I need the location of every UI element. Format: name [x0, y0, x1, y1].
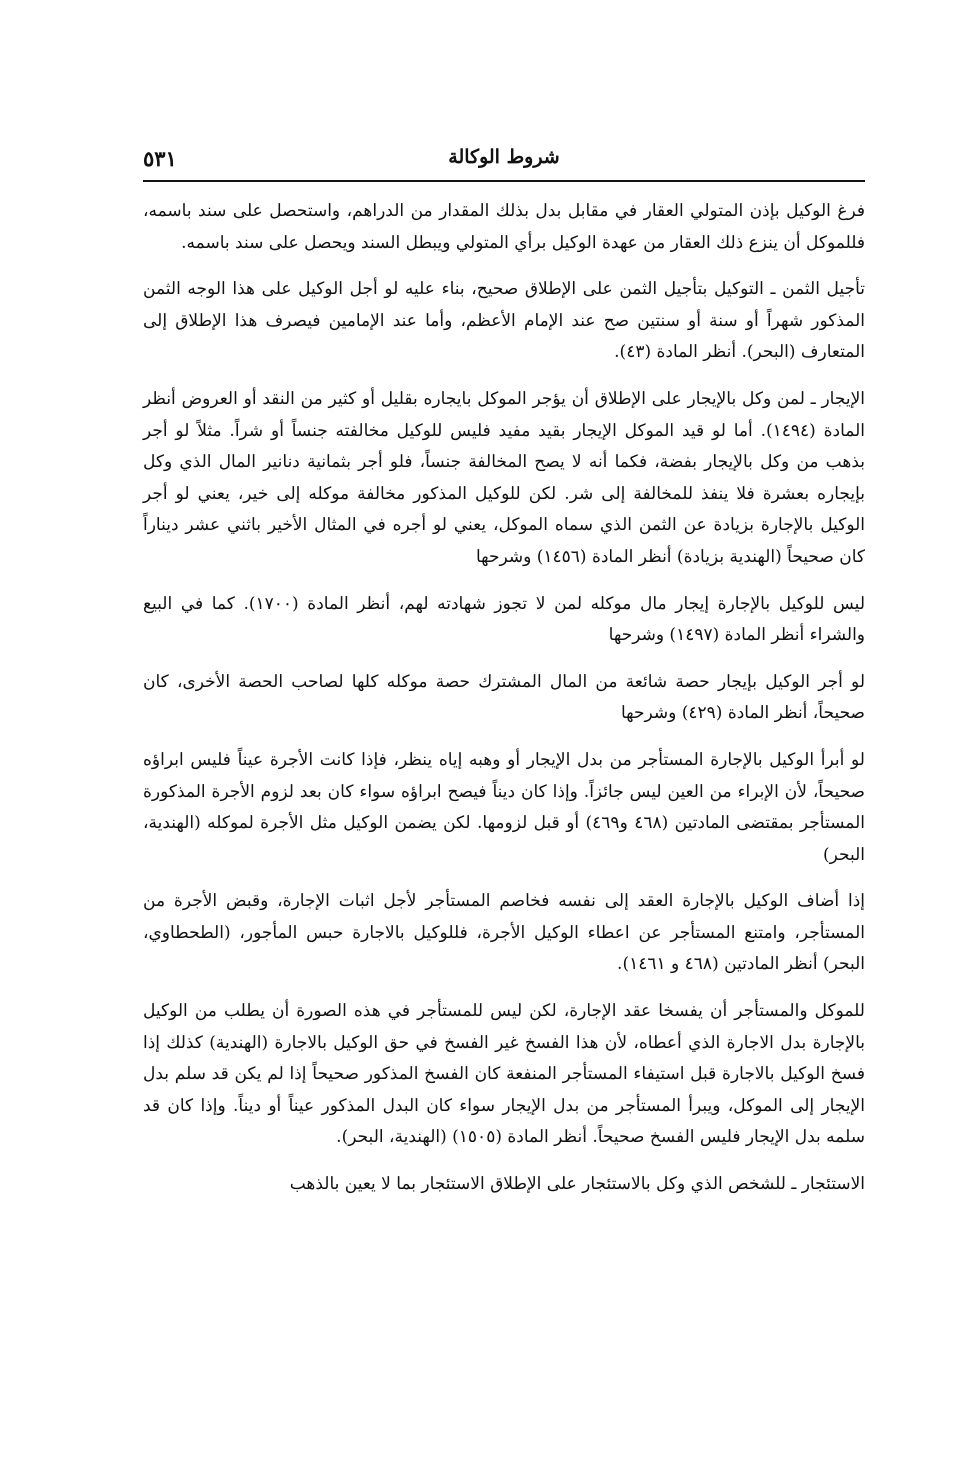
paragraph: فرغ الوكيل بإذن المتولي العقار في مقابل بدل بذلك المقدار من الدراهم، واستحصل على سند باسمه، فللموكل أن ينزع ذلك العقار من عهدة الوكيل برأي المتولي ويبطل السند ويحصل على سند باسمه. — [143, 201, 865, 253]
paragraph: للموكل والمستأجر أن يفسخا عقد الإجارة، لكن ليس للمستأجر في هذه الصورة أن يطلب من الوكيل بالإجارة بدل الاجارة الذي أعطاه، لأن هذا الفسخ غير الفسخ في حق الوكيل بالاجارة (الهندية) كذلك إذا فسخ الوكيل بالاجارة قبل استيفاء المستأجر المنفعة كان الفسخ المذكور صحيحاً إذا لم يكن قد سلم بدل الإيجار إلى الموكل، ويبرأ المستأجر من بدل الإيجار سواء كان البدل المذكور عيناً أو ديناً. وإذا كان قد سلمه بدل الإيجار فليس الفسخ صحيحاً. أنظر المادة (١٥٠٥) (الهندية، البحر). — [143, 1001, 865, 1148]
running-header — [143, 146, 865, 178]
page-number: ٥٣١ — [143, 146, 177, 171]
paragraph: الإيجار ـ لمن وكل بالإيجار على الإطلاق أن يؤجر الموكل بايجاره بقليل أو كثير من النقد أو العروض أنظر المادة (١٤٩٤). أما لو قيد الموكل الإيجار بقيد مفيد فليس للوكيل مخالفته جنساً أو شراً. مثلاً لو أجر بذهب من وكل بالإيجار بفضة، فكما أنه لا يصح المخالفة جنساً، فلو أجر بثمانية دنانير المال الذي وكل بإيجاره بعشرة فلا ينفذ للمخالفة إلى شر. لكن للوكيل المذكور مخالفة موكله إلى خير، يعني لو أجر الوكيل بالإجارة بزيادة عن الثمن الذي سماه الموكل، يعني لو أجره في المثال الأخير باثني عشر ديناراً كان صحيحاً (الهندية بزيادة) أنظر المادة (١٤٥٦) وشرحها — [143, 388, 865, 567]
paragraph: الاستئجار ـ للشخص الذي وكل بالاستئجار على الإطلاق الاستئجار بما لا يعين بالذهب — [289, 1174, 865, 1195]
paragraph: لو أبرأ الوكيل بالإجارة المستأجر من بدل الإيجار أو وهبه إياه ينظر، فإذا كانت الأجرة عيناً فليس ابراؤه صحيحاً، لأن الإبراء من العين ليس جائزاً. وإذا كان ديناً فيصح ابراؤه سواء كان بعد لزوم الأجرة المذكورة المستأجر بمقتضى المادتين (٤٦٨ و٤٦٩) أو قبل لزومها. لكن يضمن الوكيل مثل الأجرة لموكله (الهندية، البحر) — [143, 749, 865, 865]
header-title: شروط الوكالة — [448, 146, 560, 168]
paragraph: لو أجر الوكيل بإيجار حصة شائعة من المال المشترك حصة موكله كلها لصاحب الحصة الأخرى، كان صحيحاً، أنظر المادة (٤٢٩) وشرحها — [143, 671, 865, 724]
header-divider — [143, 180, 865, 182]
paragraph: ليس للوكيل بالإجارة إيجار مال موكله لمن لا تجوز شهادته لهم، أنظر المادة (١٧٠٠). كما في البيع والشراء أنظر المادة (١٤٩٧) وشرحها — [143, 593, 865, 646]
body-text — [143, 196, 865, 1216]
paragraph: إذا أضاف الوكيل بالإجارة العقد إلى نفسه فخاصم المستأجر لأجل اثبات الإجارة، وقبض الأجرة من المستأجر، وامتنع المستأجر عن اعطاء الوكيل الأجرة، فللوكيل بالاجارة حبس المأجور، (الطحطاوي، البحر) أنظر المادتين (٤٦٨ و ١٤٦١). — [143, 891, 865, 975]
paragraph: تأجيل الثمن ـ التوكيل بتأجيل الثمن على الإطلاق صحيح، بناء عليه لو أجل الوكيل على هذا الوجه الثمن المذكور شهراً أو سنة أو سنتين صح عند الإمام الأعظم، وأما عند الإمامين فيصرف هذا الإطلاق إلى المتعارف (البحر). أنظر المادة (٤٣). — [143, 279, 865, 363]
